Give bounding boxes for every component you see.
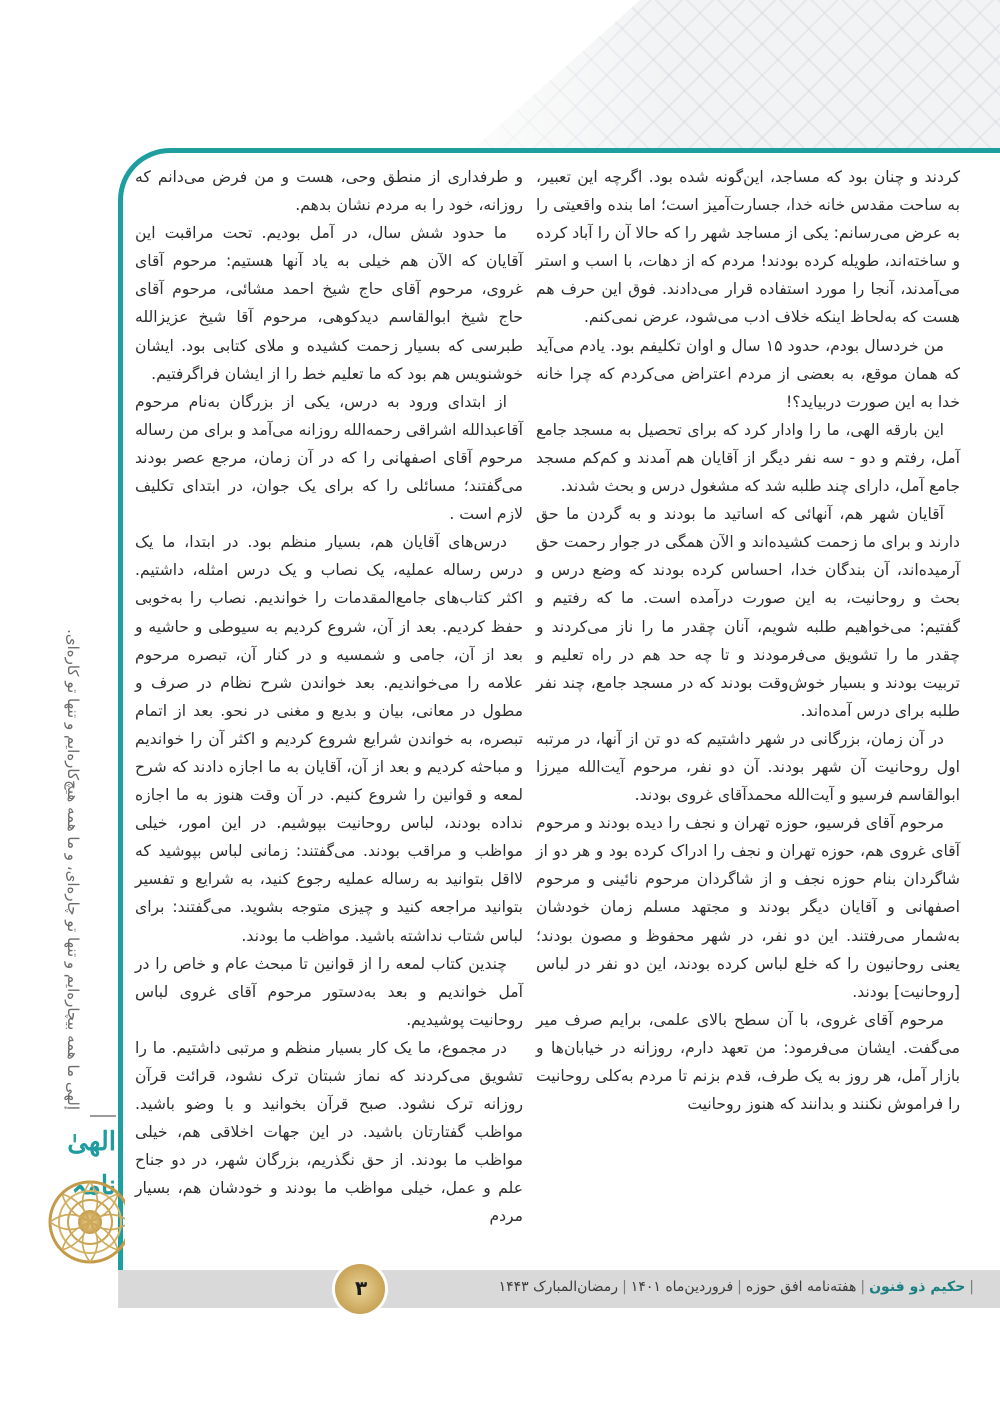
gold-rosette-ornament-icon — [30, 1150, 125, 1275]
page-number: ۳ — [355, 1276, 368, 1300]
paragraph: از ابتدای ورود به درس، یکی از بزرگان به‌نام مرحوم آقاعبدالله اشراقی رحمه‌الله روزانه می‌آمد و برای من رساله مرحوم آقای اصفهانی را که در آن زمان، مرجع عصر بودند می‌گفتند؛ مسائلی را که برای یک جوان، در ابتدای تکلیف لازم است . — [135, 392, 523, 524]
paragraph: در مجموع، ما یک کار بسیار منظم و مرتبی داشتیم. ما را تشویق می‌کردند که نماز شبتان ترک نشود، قرائت قرآن روزانه ترک نشود. صبح قرآن بخوانید و با وضو باشید. مواظب گفتارتان باشید. در این جهات اخلاقی هم، خیلی مواظب ما بودند. از حق نگذریم، بزرگان شهر، در دو جناح علم و عمل، خیلی مواظب ما بودند و خودشان هم، بسیار مردم — [135, 1038, 523, 1226]
paragraph: مرحوم آقای غروی، با آن سطح بالای علمی، برایم صرف میر می‌گفت. ایشان می‌فرمود: من تعهد دارم، روزانه در خیابان‌ها و بازار آمل، هر روز به یک طرف، قدم بزنم تا مردم به‌کلی روحانیت را فراموش نکنند و بدانند که هنوز روحانیت — [536, 1010, 960, 1114]
header-pattern-fade — [400, 0, 1000, 150]
paragraph: کردند و چنان بود که مساجد، این‌گونه شده بود. اگرچه این تعبیر، به ساحت مقدس خانه خدا، جسارت‌آمیز است؛ اما بنده واقعیتی را به عرض می‌رسانم: یکی از مساجد شهر را که حالا آن را آباد کرده و ساخته‌اند، طویله کرده بودند! مردم که از دهات، با اسب و استر می‌آمدند، آنجا را مورد استفاده قرار می‌دادند. فوق این حرف هم هست که به‌لحاظ اینکه خلاف ادب می‌شود، عرض نمی‌کنم. — [536, 168, 960, 327]
paragraph: چندین کتاب لمعه را از قوانین تا مبحث عام و خاص را در آمل خواندیم و بعد به‌دستور مرحوم آقای غروی لباس روحانیت پوشیدیم. — [135, 954, 523, 1029]
footer-publication-label: |حکیم ذو فنون|هفته‌نامه افق حوزه|فروردین‌ماه ۱۴۰۱|رمضان‌المبارک ۱۴۴۳ — [498, 1279, 974, 1295]
paragraph: این بارقه الهی، ما را وادار کرد که برای تحصیل به مسجد جامع آمل، رفتم و دو - سه نفر دیگر از آقایان هم آمدند و کم‌کم مسجد جامع آمل، دارای چند طلبه شد که مشغول درس و بحث شدند. — [536, 420, 960, 496]
footer-brand: حکیم ذو فنون — [869, 1279, 966, 1295]
paragraph: مرحوم آقای فرسیو، حوزه تهران و نجف را دیده بودند و مرحوم آقای غروی هم، حوزه تهران و نجف را ادراک کرده بود و هر دو از شاگردان بنام حوزه نجف و از شاگردان مرحوم نائینی و مرحوم اصفهانی و آقایان دیگر بودند و مجتهد مسلم زمان خودشان به‌شمار می‌رفتند. این دو نفر، در شهر محفوظ و مصون بودند؛ یعنی روحانیون را که خلع لباس کرده بودند، این دو نفر در لباس [روحانیت] بودند. — [536, 814, 960, 1001]
footer-date-lunar: رمضان‌المبارک ۱۴۴۳ — [498, 1279, 619, 1295]
paragraph: در آن زمان، بزرگانی در شهر داشتیم که دو تن از آنها، در مرتبه اول روحانیت آن شهر بودند. آن دو نفر، مرحوم آیت‌الله میرزا ابوالقاسم فرسیو و آیت‌الله محمدآقای غروی بودند. — [536, 729, 960, 805]
elahi-name-logo: الهیٰ نامہ — [67, 1127, 116, 1201]
footer-publication: هفته‌نامه افق حوزه — [745, 1279, 857, 1295]
paragraph: ما حدود شش سال، در آمل بودیم. تحت مراقبت این آقایان که الآن هم خیلی به یاد آنها هستیم: مرحوم آقای غروی، مرحوم آقای حاج شیخ احمد مشائی، مرحوم آقای حاج شیخ ابوالقاسم دیدکوهی، مرحوم آقا شیخ عزیزالله طبرسی که بسیار زحمت کشیده و ملای کتابی بود. ایشان خوشنویس هم بود که ما تعلیم خط را از ایشان فراگرفتیم. — [135, 224, 523, 383]
paragraph: من خردسال بودم، حدود ۱۵ سال و اوان تکلیفم بود. یادم می‌آید که همان موقع، به بعضی از مردم اعتراض می‌کردم که چرا خانه خدا به این صورت دربیاید؟! — [536, 336, 960, 411]
side-divider — [90, 1115, 116, 1117]
paragraph: و طرفداری از منطق وحی، هست و من فرض می‌دانم که روزانه، خود را به مردم نشان بدهم. — [135, 168, 523, 215]
footer-date-solar: فروردین‌ماه ۱۴۰۱ — [630, 1279, 734, 1295]
article-column-left — [135, 163, 523, 1263]
article-column-right — [536, 163, 960, 1263]
paragraph: آقایان شهر هم، آنهائی که اساتید ما بودند و به گردن ما حق دارند و برای ما زحمت کشیده‌اند و الآن همگی در جوار رحمت حق آرمیده‌اند، آن بندگان خدا، احساس کرده بودند که وضع درس و بحث و روحانیت، به این صورت درآمده است. ما که رفتیم و گفتیم: می‌خواهیم طلبه شویم، آنان چقدر ما را ناز می‌کردند و چقدر ما را تشویق می‌فرمودند و تا چه حد هم در راه تعلیم و تربیت بودند و بسیار خوش‌وقت بودند که در مسجد جامع، چند نفر طلبه برای درس آمده‌اند. — [536, 505, 960, 720]
side-slogan: إلهی ما همه بیچاره‌ایم و تنها تو چاره‌ای، و ما همه هیچ‌کاره‌ایم و تنها تو کاره‌ای. — [64, 629, 82, 1110]
paragraph: درس‌های آقایان هم، بسیار منظم بود. در ابتدا، ما یک درس رساله عملیه، یک نصاب و یک درس امثله، داشتیم. اکثر کتاب‌های جامع‌المقدمات را خواندیم. نصاب را به‌خوبی حفظ کردیم. بعد از آن، شروع کردیم به سیوطی و حاشیه و بعد از آن، جامی و شمسیه و در کنار آن، تبصره مرحوم علامه را می‌خواندیم. بعد خواندن شرح نظام در صرف و مطول در معانی، بیان و بدیع و مغنی در نحو. بعد از اتمام تبصره، به خواندن شرایع شروع کردیم و اکثر آن را خواندیم و مباحثه کردیم و بعد از آن، آقایان به ما اجازه دادند که شرح لمعه و قوانین را شروع کنیم. در آن وقت هنوز به ما اجازه نداده بودند، لباس روحانیت بپوشیم. در این امور، خیلی مواظب و مراقب بودند. می‌گفتند: زمانی لباس بپوشید که لااقل بتوانید به رساله عملیه رجوع کنید، به شرایع و تفسیر بتوانید مراجعه کنید و چیزی متوجه بشوید. می‌گفتند: برای لباس شتاب نداشته باشید. مواظب ما بودند. — [135, 533, 523, 945]
